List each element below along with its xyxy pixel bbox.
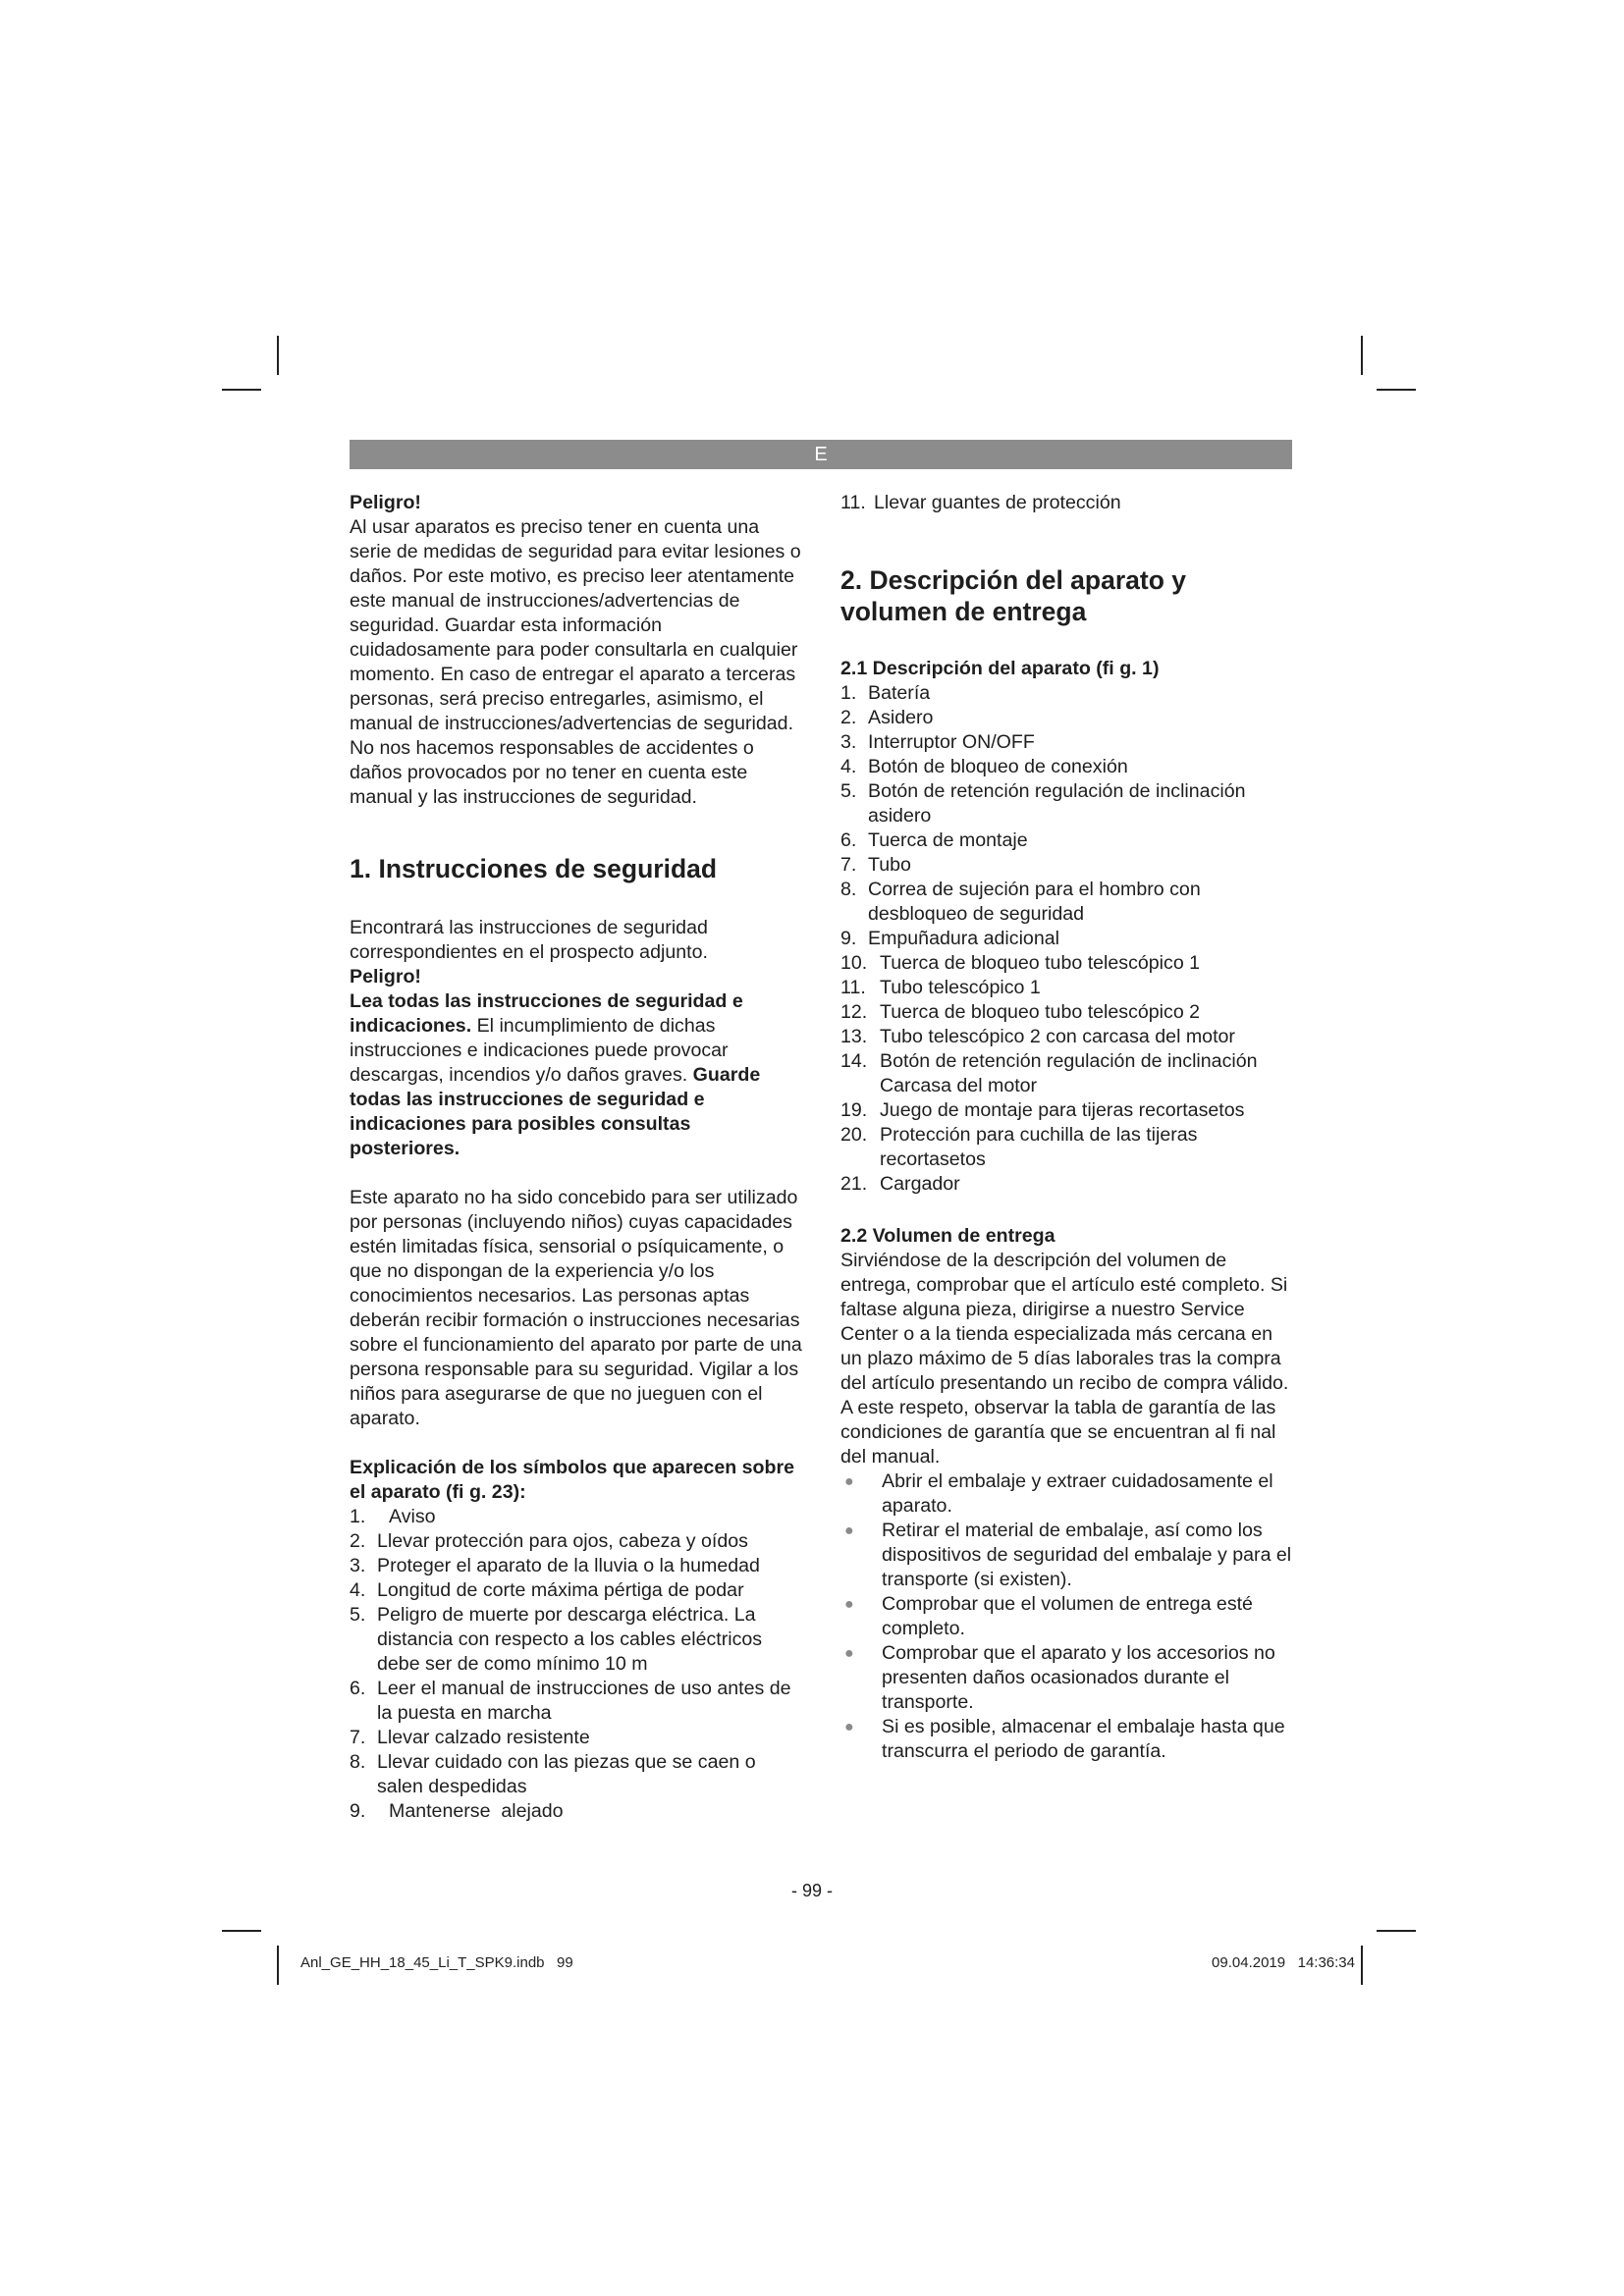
bullet-icon: ● bbox=[844, 1596, 854, 1613]
list-item: 19. Juego de montaje para tijeras recortasetos bbox=[840, 1099, 1245, 1121]
symbols-title: Explicación de los símbolos que aparecen sobre el aparato (fi g. 23): bbox=[350, 1457, 794, 1503]
crop-mark-bottom-left-vertical bbox=[277, 1946, 279, 1985]
list-item: 2. Asidero bbox=[840, 707, 934, 728]
list-item: ● Comprobar que el volumen de entrega esté completo. bbox=[840, 1592, 1294, 1641]
list-item: 14. Botón de retención regulación de inclinación Carcasa del motor bbox=[840, 1050, 1258, 1096]
crop-mark-top-left-horizontal bbox=[222, 389, 261, 391]
bullet-icon: ● bbox=[844, 1522, 854, 1539]
section-1-intro: Encontrará las instrucciones de seguridad correspondientes en el prospecto adjunto. bbox=[350, 917, 708, 963]
footer-filename: Anl_GE_HH_18_45_Li_T_SPK9.indb 99 bbox=[300, 1954, 573, 1971]
delivery-checklist bbox=[840, 1469, 1294, 1764]
list-item: 3. Interruptor ON/OFF bbox=[840, 731, 1035, 753]
list-item: 5. Peligro de muerte por descarga eléctrica. La distancia con respecto a los cables eléctricos debe ser de como mínimo 10 m bbox=[350, 1604, 763, 1675]
bullet-icon: ● bbox=[844, 1719, 854, 1735]
crop-mark-bottom-left-horizontal bbox=[222, 1930, 261, 1932]
section-1-title: 1. Instrucciones de seguridad bbox=[350, 854, 718, 883]
list-item: 21. Cargador bbox=[840, 1173, 960, 1195]
list-item: 9. Empuñadura adicional bbox=[840, 928, 1059, 949]
list-item: 10. Tuerca de bloqueo tubo telescópico 1 bbox=[840, 952, 1201, 974]
parts-list bbox=[840, 681, 1294, 1197]
section-1-danger-label: Peligro! bbox=[350, 966, 421, 988]
section-2-title: 2. Descripción del aparato y volumen de entrega bbox=[840, 565, 1186, 626]
list-item: ● Retirar el material de embalaje, así como los dispositivos de seguridad del embalaje y para el transporte (si existen). bbox=[840, 1519, 1294, 1592]
list-item: 1. Batería bbox=[840, 682, 931, 704]
crop-mark-top-left-vertical bbox=[277, 336, 279, 375]
list-item: 4. Longitud de corte máxima pértiga de podar bbox=[350, 1579, 744, 1601]
list-item: 11. Tubo telescópico 1 bbox=[840, 977, 1041, 998]
list-item: 6. Tuerca de montaje bbox=[840, 829, 1028, 851]
bullet-icon: ● bbox=[844, 1473, 854, 1490]
crop-mark-bottom-right-horizontal bbox=[1377, 1930, 1416, 1932]
list-item: 8. Correa de sujeción para el hombro con desbloqueo de seguridad bbox=[840, 879, 1201, 925]
footer-timestamp: 09.04.2019 14:36:34 bbox=[1212, 1954, 1355, 1971]
left-column bbox=[350, 491, 803, 1824]
crop-mark-bottom-right-vertical bbox=[1361, 1946, 1363, 1985]
list-item: ● Abrir el embalaje y extraer cuidadosamente el aparato. bbox=[840, 1469, 1294, 1519]
list-item: 2. Llevar protección para ojos, cabeza y oídos bbox=[350, 1530, 748, 1552]
danger-title: Peligro! bbox=[350, 492, 421, 513]
list-item: 12. Tuerca de bloqueo tubo telescópico 2 bbox=[840, 1001, 1201, 1023]
language-header-bar: E bbox=[350, 440, 1292, 469]
crop-mark-top-right-horizontal bbox=[1377, 389, 1416, 391]
subsection-2-1-title: 2.1 Descripción del aparato (fi g. 1) bbox=[840, 658, 1160, 679]
list-item: 13. Tubo telescópico 2 con carcasa del motor bbox=[840, 1026, 1235, 1047]
list-item: 20. Protección para cuchilla de las tijeras recortasetos bbox=[840, 1124, 1198, 1170]
symbols-list bbox=[350, 1505, 803, 1824]
delivery-scope-text: Sirviéndose de la descripción del volumen de entrega, comprobar que el artículo esté completo. Si faltase alguna pieza, dirigirse a nuestro Service Center o a la tienda especializada más cercana en un plazo máximo de 5 días laborales tras la compra del artículo presentando un recibo de compra válido. A este respeto, observar la tabla de garantía de las condiciones de garantía que se encuentran al fi nal del manual. bbox=[840, 1250, 1289, 1468]
list-item: 3. Proteger el aparato de la lluvia o la humedad bbox=[350, 1555, 760, 1576]
list-item: 7. Llevar calzado resistente bbox=[350, 1727, 590, 1748]
symbols-list-continued bbox=[840, 491, 1294, 515]
list-item: 4. Botón de bloqueo de conexión bbox=[840, 756, 1128, 777]
bullet-icon: ● bbox=[844, 1645, 854, 1662]
list-item: 8. Llevar cuidado con las piezas que se caen o salen despedidas bbox=[350, 1751, 756, 1797]
list-item: 9. Mantenerse alejado bbox=[350, 1800, 564, 1822]
list-item: 5. Botón de retención regulación de inclinación asidero bbox=[840, 780, 1246, 827]
crop-mark-top-right-vertical bbox=[1361, 336, 1363, 375]
list-item: 7. Tubo bbox=[840, 854, 911, 876]
list-item: 6. Leer el manual de instrucciones de uso antes de la puesta en marcha bbox=[350, 1678, 791, 1724]
persons-paragraph: Este aparato no ha sido concebido para ser utilizado por personas (incluyendo niños) cuyas capacidades estén limitadas física, sensorial o psíquicamente, o que no dispongan de la experiencia y/o los conocimientos necesarios. Las personas aptas deberán recibir formación o instrucciones necesarias sobre el funcionamiento del aparato por parte de una persona responsable para su seguridad. Vigilar a los niños para asegurarse de que no jueguen con el aparato. bbox=[350, 1187, 802, 1429]
section-1-warning-paragraph bbox=[350, 989, 803, 1161]
list-item: ● Comprobar que el aparato y los accesorios no presenten daños ocasionados durante el transporte. bbox=[840, 1641, 1294, 1715]
list-item: 1. Aviso bbox=[350, 1506, 436, 1527]
danger-text: Al usar aparatos es preciso tener en cuenta una serie de medidas de seguridad para evitar lesiones o daños. Por este motivo, es preciso leer atentamente este manual de instrucciones/advertencias de seguridad. Guardar esta información cuidadosamente para poder consultarla en cualquier momento. En caso de entregar el aparato a terceras personas, será preciso entregarles, asimismo, el manual de instrucciones/advertencias de seguridad. No nos hacemos responsables de accidentes o daños provocados por no tener en cuenta este manual y las instrucciones de seguridad. bbox=[350, 516, 801, 808]
page-number: - 99 - bbox=[790, 1881, 833, 1900]
warning-bold-keep: Guarde todas las instrucciones de seguridad e indicaciones para posibles consultas posteriores. bbox=[350, 1064, 761, 1159]
right-column bbox=[840, 491, 1294, 1764]
warning-normal: El incumplimiento de dichas instrucciones e indicaciones puede provocar descargas, incendios y/o daños graves. bbox=[350, 1015, 729, 1086]
subsection-2-2-title: 2.2 Volumen de entrega bbox=[840, 1225, 1056, 1247]
warning-bold-read: Lea todas las instrucciones de seguridad e indicaciones. bbox=[350, 990, 743, 1037]
list-item: ● Si es posible, almacenar el embalaje hasta que transcurra el periodo de garantía. bbox=[840, 1715, 1294, 1764]
list-item: 11. Llevar guantes de protección bbox=[840, 492, 1121, 513]
